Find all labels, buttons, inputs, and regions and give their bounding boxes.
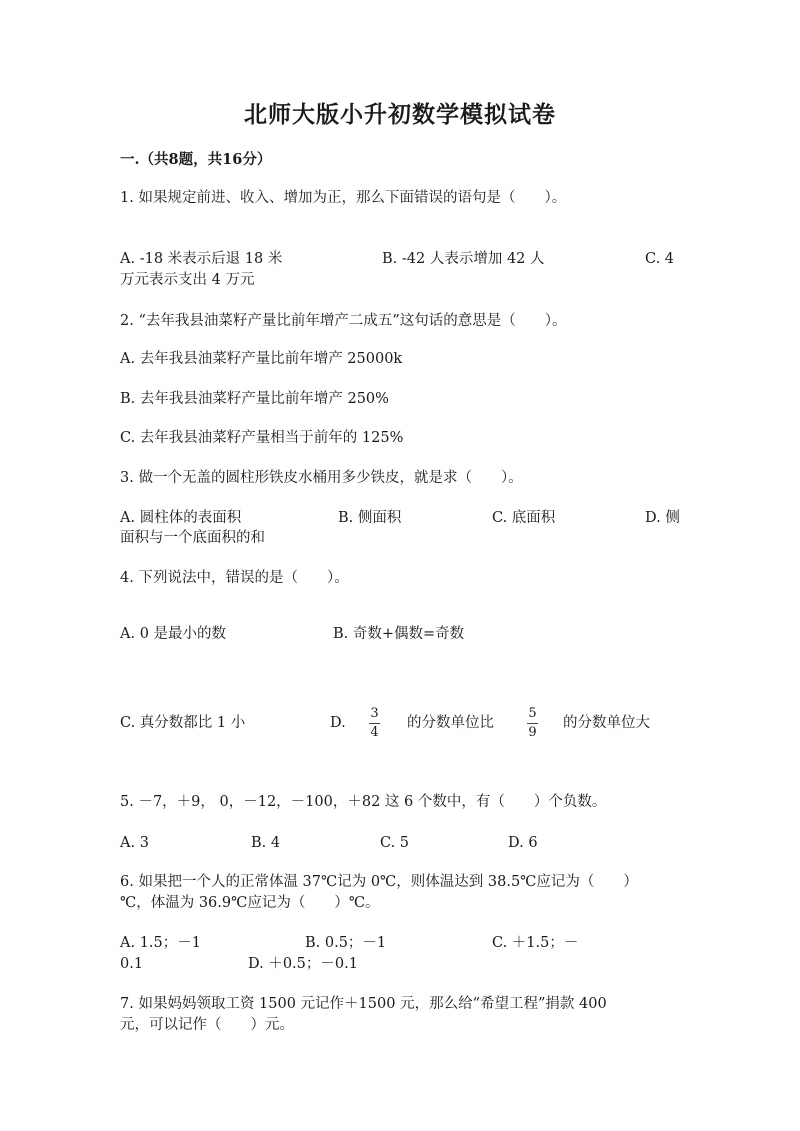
- question-4-option-d-end: 的分数单位大: [563, 715, 650, 731]
- question-6-option-b: B. 0.5；－1: [305, 935, 387, 951]
- question-4-option-c: C. 真分数都比 1 小: [120, 715, 246, 731]
- fraction-numerator: 5: [528, 706, 537, 721]
- question-6-option-d: D. ＋0.5；－0.1: [248, 956, 358, 972]
- fraction-denominator: 4: [370, 725, 379, 740]
- question-5-option-b: B. 4: [251, 835, 281, 851]
- question-1-option-b: B. -42 人表示增加 42 人: [382, 251, 545, 267]
- question-6-stem-continued: ℃，体温为 36.9℃应记为（ ）℃。: [120, 895, 380, 911]
- fraction-three-fourths: [369, 707, 380, 740]
- question-3-stem: 3. 做一个无盖的圆柱形铁皮水桶用多少铁皮，就是求（ ）。: [120, 470, 523, 486]
- question-4-stem: 4. 下列说法中，错误的是（ ）。: [120, 570, 349, 586]
- fraction-bar: [527, 723, 538, 724]
- question-4-option-d-label: D.: [330, 715, 346, 731]
- question-4-option-a: A. 0 是最小的数: [120, 626, 227, 642]
- question-5-stem: 5. －7，＋9， 0，－12，－100，＋82 这 6 个数中，有（ ）个负数。: [120, 794, 607, 810]
- question-5-option-c: C. 5: [380, 835, 410, 851]
- section-heading: 一.（共8题，共16分）: [120, 151, 272, 168]
- question-3-option-d: D. 侧: [645, 510, 680, 526]
- question-3-option-a: A. 圆柱体的表面积: [120, 510, 242, 526]
- question-1-option-c: C. 4: [645, 251, 675, 267]
- question-6-option-c: C. ＋1.5；－: [492, 935, 579, 951]
- fraction-five-ninths: [527, 707, 538, 740]
- question-3-option-c: C. 底面积: [492, 510, 556, 526]
- question-3-option-b: B. 侧面积: [338, 510, 402, 526]
- question-2-stem: 2. “去年我县油菜籽产量比前年增产二成五”这句话的意思是（ ）。: [120, 313, 567, 329]
- question-6-option-c-continued: 0.1: [120, 956, 144, 972]
- question-7-stem: 7. 如果妈妈领取工资 1500 元记作＋1500 元，那么给“希望工程”捐款 400: [120, 996, 607, 1012]
- question-6-stem: 6. 如果把一个人的正常体温 37℃记为 0℃，则体温达到 38.5℃应记为（ ）: [120, 874, 638, 890]
- fraction-denominator: 9: [528, 725, 537, 740]
- fraction-bar: [369, 723, 380, 724]
- question-5-option-d: D. 6: [508, 835, 538, 851]
- question-7-stem-continued: 元，可以记作（ ）元。: [120, 1017, 294, 1033]
- question-2-option-c: C. 去年我县油菜籽产量相当于前年的 125%: [120, 430, 404, 446]
- question-4-option-d-middle: 的分数单位比: [407, 715, 494, 731]
- question-2-option-b: B. 去年我县油菜籽产量比前年增产 250%: [120, 391, 389, 407]
- question-6-option-a: A. 1.5；－1: [120, 935, 201, 951]
- question-1-stem: 1. 如果规定前进、收入、增加为正，那么下面错误的语句是（ ）。: [120, 190, 567, 206]
- question-2-option-a: A. 去年我县油菜籽产量比前年增产 25000k: [120, 351, 403, 367]
- question-1-option-c-continued: 万元表示支出 4 万元: [120, 272, 255, 288]
- question-5-option-a: A. 3: [120, 835, 149, 851]
- question-4-option-b: B. 奇数+偶数=奇数: [333, 626, 465, 642]
- question-3-option-d-continued: 面积与一个底面积的和: [120, 530, 265, 546]
- fraction-numerator: 3: [370, 706, 379, 721]
- question-1-option-a: A. -18 米表示后退 18 米: [120, 251, 283, 267]
- page-title: 北师大版小升初数学模拟试卷: [244, 101, 556, 128]
